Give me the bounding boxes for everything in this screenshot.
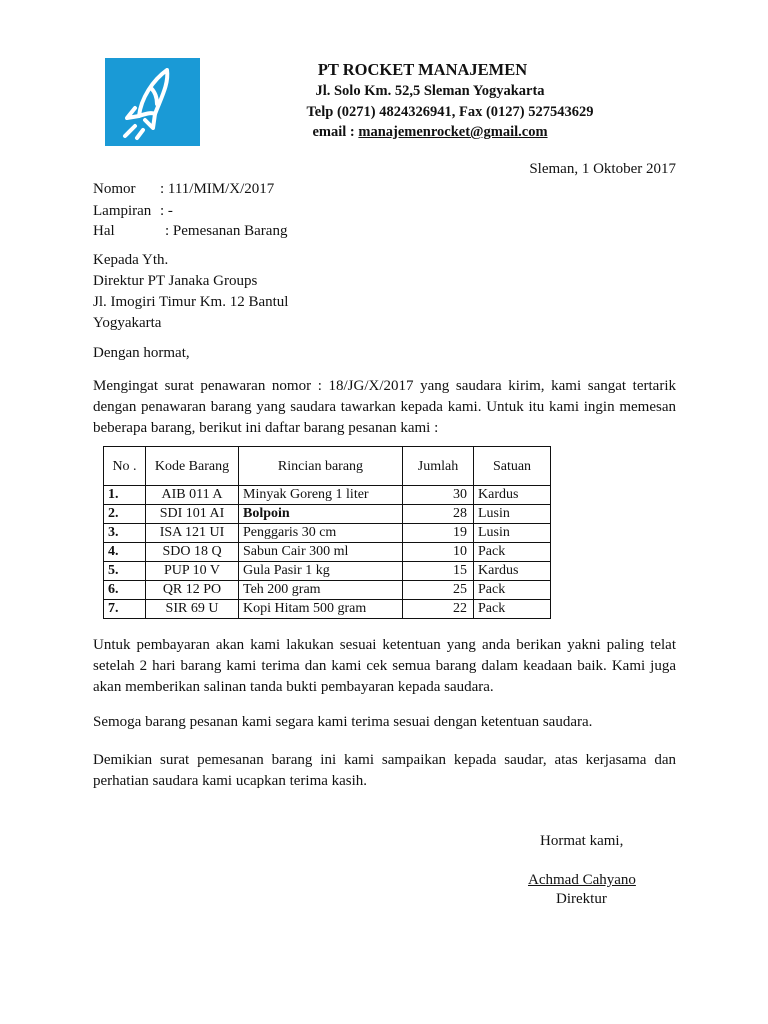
signer-name: Achmad Cahyano [528,872,636,888]
company-email [195,124,665,141]
table-row [104,600,551,619]
closing-paragraph: Demikian surat pemesanan barang ini kami sampaikan kepada saudar, atas kerjasama dan perhatian saudara kami ucapkan terima kasih. [93,752,676,789]
greeting: Dengan hormat, [93,345,190,361]
cell-no: 1. [104,486,146,505]
cell-no: 4. [104,543,146,562]
lampiran-value: : - [160,203,173,219]
cell-jumlah: 25 [403,581,474,600]
cell-rincian: Teh 200 gram [239,581,403,600]
hope-paragraph: Semoga barang pesanan kami segara kami terima sesuai dengan ketentuan saudara. [93,714,593,730]
cell-jumlah: 22 [403,600,474,619]
cell-rincian: Sabun Cair 300 ml [239,543,403,562]
cell-no: 6. [104,581,146,600]
cell-satuan: Pack [474,600,551,619]
cell-satuan: Pack [474,581,551,600]
cell-kode: AIB 011 A [146,486,239,505]
cell-rincian: Penggaris 30 cm [239,524,403,543]
cell-kode: ISA 121 UI [146,524,239,543]
email-link[interactable]: manajemenrocket@gmail.com [358,124,548,140]
header-kode: Kode Barang [146,447,239,486]
cell-rincian: Bolpoin [239,505,403,524]
company-logo [105,58,200,146]
cell-no: 3. [104,524,146,543]
cell-rincian: Gula Pasir 1 kg [239,562,403,581]
rocket-icon [105,58,200,146]
cell-satuan: Pack [474,543,551,562]
letter-date: Sleman, 1 Oktober 2017 [529,161,676,177]
cell-rincian: Minyak Goreng 1 liter [239,486,403,505]
cell-kode: PUP 10 V [146,562,239,581]
header-rincian: Rincian barang [239,447,403,486]
cell-kode: SDO 18 Q [146,543,239,562]
cell-kode: SDI 101 AI [146,505,239,524]
cell-satuan: Lusin [474,524,551,543]
company-name: PT ROCKET MANAJEMEN [317,60,528,79]
recipient-line: Kepada Yth. [93,252,169,268]
header-no: No . [104,447,146,486]
cell-jumlah: 19 [403,524,474,543]
cell-satuan: Kardus [474,486,551,505]
order-table [103,446,551,619]
nomor-label: Nomor [93,181,136,197]
table-row [104,543,551,562]
table-row [104,486,551,505]
table-header-row [104,447,551,486]
nomor-value: : 111/MIM/X/2017 [160,181,275,197]
cell-no: 5. [104,562,146,581]
cell-jumlah: 28 [403,505,474,524]
cell-jumlah: 10 [403,543,474,562]
cell-jumlah: 15 [403,562,474,581]
recipient-line: Direktur PT Janaka Groups [93,273,258,289]
cell-rincian: Kopi Hitam 500 gram [239,600,403,619]
cell-jumlah: 30 [403,486,474,505]
closing-salutation: Hormat kami, [540,833,624,849]
recipient-line: Yogyakarta [93,315,162,331]
table-row [104,581,551,600]
cell-no: 7. [104,600,146,619]
header-jumlah: Jumlah [403,447,474,486]
email-label: email : [312,124,359,140]
hal-label: Hal [93,223,115,239]
table-row [104,562,551,581]
header-satuan: Satuan [474,447,551,486]
cell-satuan: Kardus [474,562,551,581]
intro-paragraph: Mengingat surat penawaran nomor : 18/JG/X/2017 yang saudara kirim, kami sangat tertarik dengan penawaran barang yang saudara tawarkan kepada kami. Untuk itu kami ingin memesan beberapa barang, berikut ini daftar barang pesanan kami : [93,378,676,436]
table-row [104,524,551,543]
cell-kode: QR 12 PO [146,581,239,600]
table-row [104,505,551,524]
payment-paragraph: Untuk pembayaran akan kami lakukan sesuai ketentuan yang anda berikan yakni paling telat setelah 2 hari barang kami terima dan kami cek semua barang dalam keadaan baik. Kami juga akan memberikan salinan tanda bukti pembayaran kepada saudara. [93,637,676,695]
lampiran-label: Lampiran [93,203,152,219]
company-address: Jl. Solo Km. 52,5 Sleman Yogyakarta [315,83,545,99]
cell-satuan: Lusin [474,505,551,524]
company-phone: Telp (0271) 4824326941, Fax (0127) 527543629 [306,104,594,120]
cell-no: 2. [104,505,146,524]
hal-value: : Pemesanan Barang [165,223,288,239]
signer-title: Direktur [556,891,607,907]
cell-kode: SIR 69 U [146,600,239,619]
recipient-line: Jl. Imogiri Timur Km. 12 Bantul [93,294,289,310]
